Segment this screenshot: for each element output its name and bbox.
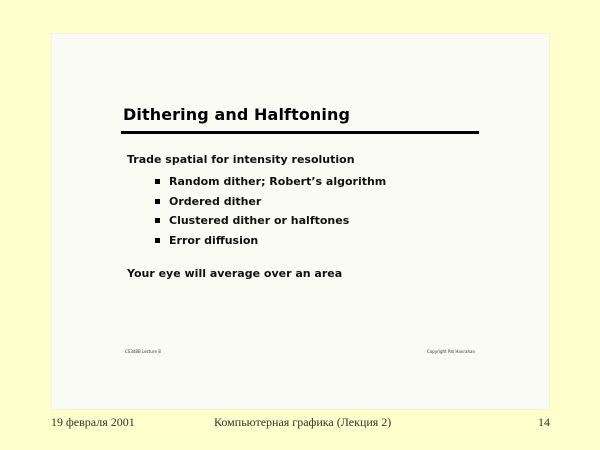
list-item — [155, 172, 386, 192]
slide-title: Dithering and Halftoning — [123, 105, 351, 124]
slide-footer-right: Copyright Pat Hanrahan — [427, 349, 475, 354]
footer-date: 19 февраля 2001 — [51, 415, 135, 429]
bullet-text: Random dither; Robert’s algorithm — [169, 175, 387, 189]
bullet-text: Clustered dither or halftones — [169, 214, 350, 228]
slide-summary-text: Your eye will average over an area — [127, 267, 343, 280]
footer-page-number: 14 — [538, 415, 550, 429]
bullet-list — [155, 172, 386, 250]
footer-course-title: Компьютерная графика (Лекция 2) — [214, 415, 392, 429]
slide-footer-left: CS348B Lecture 8 — [125, 349, 161, 354]
list-item — [155, 231, 386, 251]
square-bullet-icon — [155, 218, 160, 223]
bullet-text: Error diffusion — [169, 233, 259, 247]
slide-panel — [51, 33, 550, 410]
bullet-text: Ordered dither — [169, 194, 262, 208]
slide-intro-text: Trade spatial for intensity resolution — [127, 153, 355, 166]
square-bullet-icon — [155, 238, 160, 243]
square-bullet-icon — [155, 179, 160, 184]
title-underline — [121, 131, 479, 134]
list-item — [155, 211, 386, 231]
square-bullet-icon — [155, 199, 160, 204]
list-item — [155, 192, 386, 212]
